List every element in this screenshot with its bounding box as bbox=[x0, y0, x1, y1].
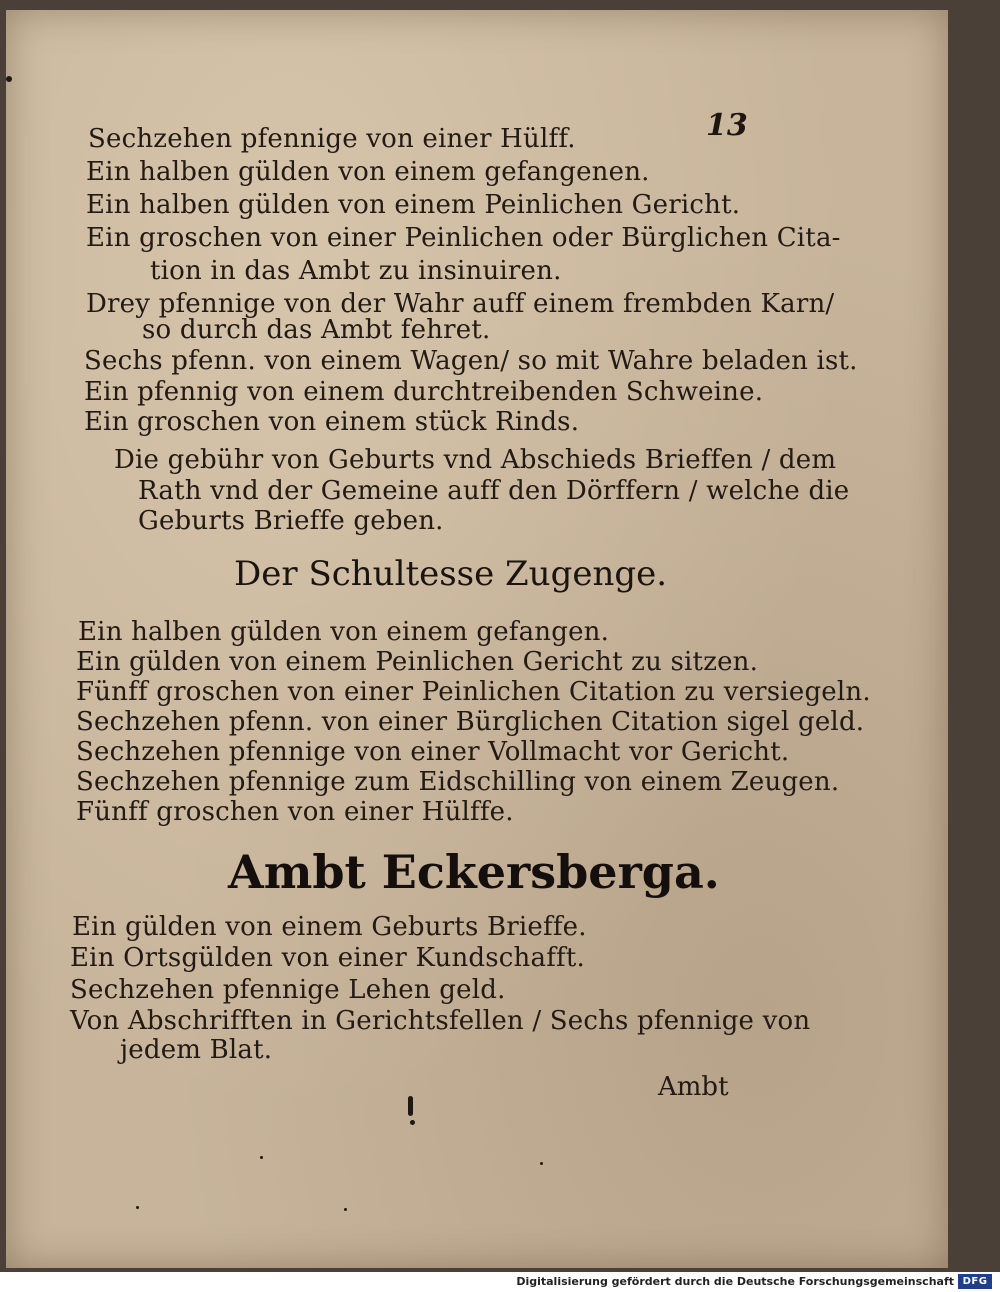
text-line: Ein gülden von einem Geburts Brieffe. bbox=[72, 912, 587, 942]
text-line: Ein halben gülden von einem Peinlichen Gericht. bbox=[86, 190, 741, 220]
text-line: Rath vnd der Gemeine auff den Dörffern / welche die bbox=[138, 476, 850, 506]
text-line: so durch das Ambt fehret. bbox=[142, 315, 491, 345]
funding-credit: Digitalisierung gefördert durch die Deutsche Forschungsgemeinschaft bbox=[516, 1275, 954, 1288]
page-number: 13 bbox=[706, 108, 748, 143]
text-line: Sechzehen pfennige Lehen geld. bbox=[70, 975, 506, 1005]
text-line: Sechzehen pfenn. von einer Bürglichen Citation sigel geld. bbox=[76, 707, 865, 737]
text-line: Sechzehen pfennige zum Eidschilling von einem Zeugen. bbox=[76, 767, 840, 797]
text-line: Ein gülden von einem Peinlichen Gericht zu sitzen. bbox=[76, 647, 759, 677]
text-line: Die gebühr von Geburts vnd Abschieds Brieffen / dem bbox=[114, 445, 837, 475]
text-line: Sechzehen pfennige von einer Vollmacht vor Gericht. bbox=[76, 737, 790, 767]
dfg-logo-icon: DFG bbox=[958, 1274, 992, 1289]
ink-speck bbox=[344, 1208, 347, 1211]
section-heading-eckersberga: Ambt Eckersberga. bbox=[228, 845, 720, 899]
page-sheet bbox=[6, 10, 948, 1268]
text-line: Ein halben gülden von einem gefangen. bbox=[78, 617, 610, 647]
text-line: jedem Blat. bbox=[120, 1035, 273, 1065]
ink-mark bbox=[408, 1096, 413, 1116]
ink-speck bbox=[540, 1162, 543, 1165]
ink-speck bbox=[136, 1206, 139, 1209]
text-line: Fünff groschen von einer Peinlichen Citation zu versiegeln. bbox=[76, 677, 871, 707]
ink-speck bbox=[260, 1156, 263, 1159]
text-line: tion in das Ambt zu insinuiren. bbox=[150, 256, 562, 286]
text-line: Fünff groschen von einer Hülffe. bbox=[76, 797, 514, 827]
text-line: Ein halben gülden von einem gefangenen. bbox=[86, 157, 650, 187]
text-line: Ein groschen von einer Peinlichen oder Bürglichen Cita- bbox=[86, 223, 841, 253]
catchword: Ambt bbox=[658, 1072, 729, 1102]
digitization-footer bbox=[0, 1272, 1000, 1292]
text-line: Drey pfennige von der Wahr auff einem frembden Karn/ bbox=[86, 289, 835, 319]
section-heading-schultesse: Der Schultesse Zugenge. bbox=[234, 554, 668, 594]
ink-speck bbox=[6, 76, 12, 82]
text-line: Ein groschen von einem stück Rinds. bbox=[84, 407, 580, 437]
text-line: Ein pfennig von einem durchtreibenden Schweine. bbox=[84, 377, 764, 407]
text-line: Sechzehen pfennige von einer Hülff. bbox=[88, 124, 576, 154]
text-line: Sechs pfenn. von einem Wagen/ so mit Wahre beladen ist. bbox=[84, 346, 858, 376]
text-line: Ein Ortsgülden von einer Kundschafft. bbox=[70, 943, 585, 973]
text-line: Von Abschrifften in Gerichtsfellen / Sechs pfennige von bbox=[70, 1006, 811, 1036]
ink-mark bbox=[410, 1120, 415, 1125]
text-line: Geburts Brieffe geben. bbox=[138, 506, 444, 536]
